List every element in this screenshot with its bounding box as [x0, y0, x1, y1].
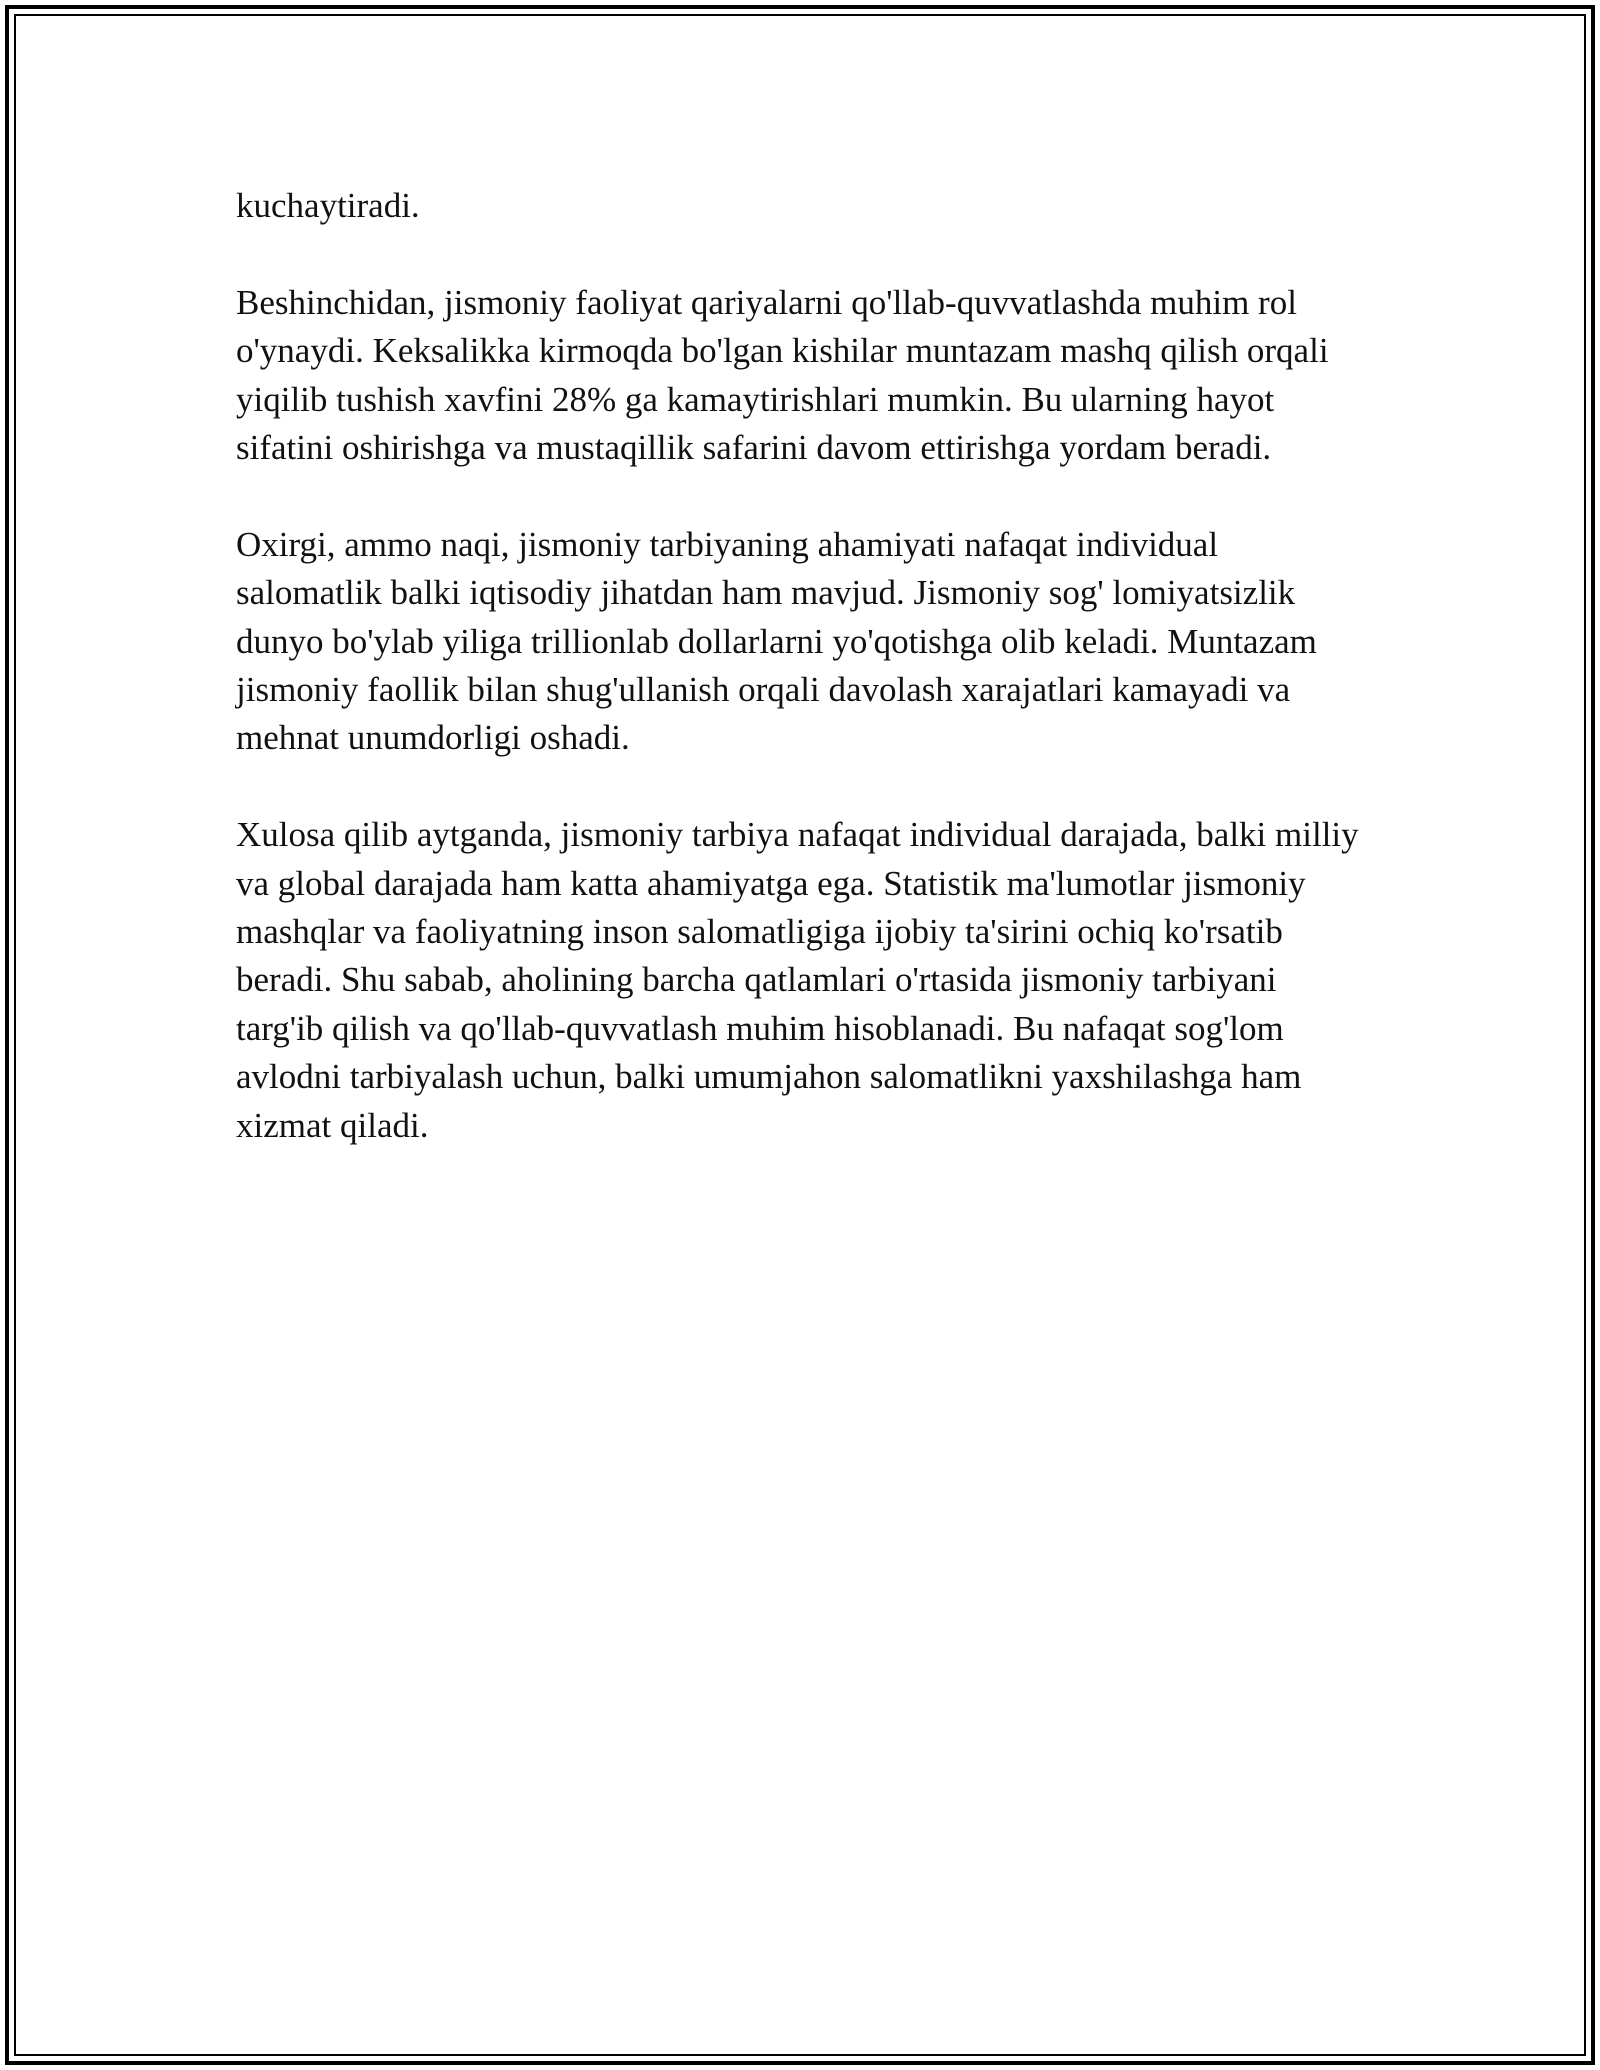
paragraph-continuation: kuchaytiradi.: [236, 186, 420, 225]
paragraph-conclusion: Xulosa qilib aytganda, jismoniy tarbiya nafaqat individual darajada, balki milliy va global darajada ham katta ahamiyatga ega. Statistik ma'lumotlar jismoniy mashqlar va faoliyatning inson salomatligiga ijobiy ta'sirini ochiq ko'rsatib beradi. Shu sabab, aholining barcha qatlamlari o'rtasida jismoniy tarbiyani targ'ib qilish va qo'llab-quvvatlash muhim hisoblanadi. Bu nafaqat sog'lom avlodni tarbiyalash uchun, balki umumjahon salomatlikni yaxshilashga ham xizmat qiladi.: [236, 815, 1359, 1145]
paragraph-elderly-activity: Beshinchidan, jismoniy faoliyat qariyalarni qo'llab-quvvatlashda muhim rol o'ynaydi. Keksalikka kirmoqda bo'lgan kishilar muntazam mashq qilish orqali yiqilib tushish xavfini 28% ga kamaytirishlari mumkin. Bu ularning hayot sifatini oshirishga va mustaqillik safarini davom ettirishga yordam beradi.: [236, 282, 1329, 468]
paragraph-economic-importance: Oxirgi, ammo naqi, jismoniy tarbiyaning ahamiyati nafaqat individual salomatlik balki iqtisodiy jihatdan ham mavjud. Jismoniy sog' lomiyatsizlik dunyo bo'ylab yiliga trillionlab dollarlarni yo'qotishga olib keladi. Muntazam jismoniy faollik bilan shug'ullanish orqali davolash xarajatlari kamayadi va mehnat unumdorligi oshadi.: [236, 524, 1317, 758]
document-body: [236, 182, 1366, 1150]
